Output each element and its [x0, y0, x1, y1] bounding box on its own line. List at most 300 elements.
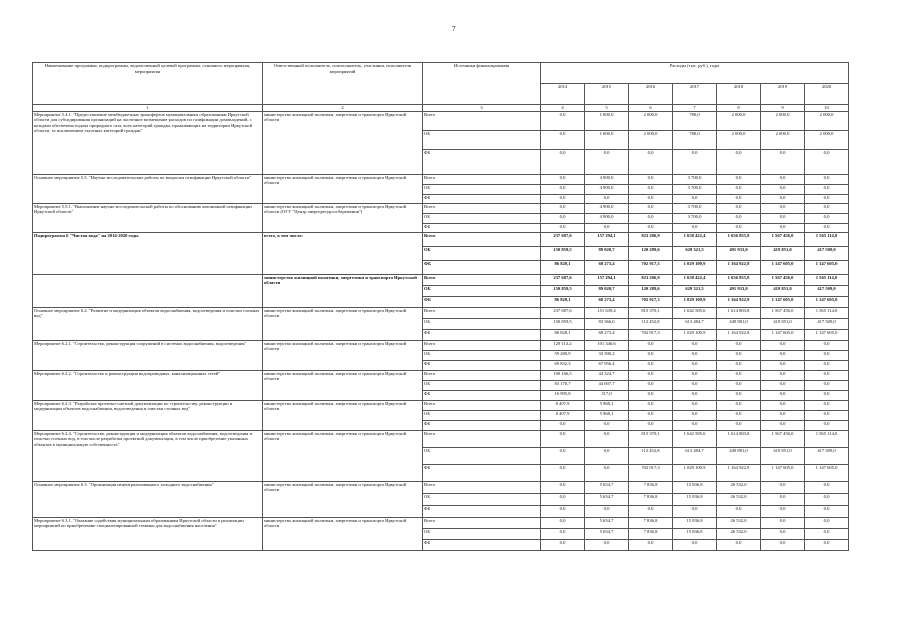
table-row	[33, 370, 849, 380]
amount-cell: 0,0	[585, 420, 629, 430]
amount-cell: 26 532,0	[717, 481, 761, 493]
amount-cell: 0,0	[541, 481, 585, 493]
amount-cell: 2 000,0	[717, 130, 761, 149]
amount-cell: 0,0	[541, 493, 585, 505]
executor-cell: министерство жилищной политики, энергетики и транспорта Иркутской области	[263, 174, 423, 203]
amount-cell: 0,0	[541, 464, 585, 481]
header-year: 2016	[629, 84, 673, 105]
column-number: 7	[673, 105, 717, 112]
funding-source-cell: ОБ	[423, 246, 541, 260]
amount-cell: 0,0	[761, 505, 805, 517]
program-name-cell: Подпрограмма 6 "Чистая вода" на 2014-2020 годы	[33, 232, 263, 274]
amount-cell: 0,0	[673, 390, 717, 400]
program-name-cell: Мероприятие 6.2.4. "Строительство, реконструкция и модернизация объектов водоснабжения, водоотведения и очистки сточных вод, в том числе разработка проектной документации, в том числе приобретение указанных объектов в муниципальную собственность"	[33, 430, 263, 481]
amount-cell: 3 700,0	[673, 184, 717, 194]
funding-source-cell: ОБ	[423, 528, 541, 539]
amount-cell: 0,0	[761, 481, 805, 493]
header-program-name: Наименование программы, подпрограммы, ведомственной целевой программы, основного мероприятия, мероприятия	[33, 63, 263, 105]
amount-cell: 89 020,7	[585, 285, 629, 296]
funding-source-cell: ФБ	[423, 296, 541, 307]
funding-source-cell: Всего	[423, 340, 541, 350]
funding-source-cell: ФБ	[423, 539, 541, 550]
amount-cell: 0,0	[541, 194, 585, 203]
amount-cell: 0,0	[673, 223, 717, 232]
amount-cell: 0,0	[585, 464, 629, 481]
amount-cell: 0,0	[541, 505, 585, 517]
amount-cell: 0,0	[673, 360, 717, 370]
amount-cell: 0,0	[629, 390, 673, 400]
amount-cell: 629 321,5	[673, 285, 717, 296]
amount-cell: 0,0	[629, 223, 673, 232]
amount-cell: 0,0	[585, 430, 629, 447]
amount-cell: 120 289,6	[629, 246, 673, 260]
funding-source-cell: Всего	[423, 203, 541, 213]
amount-cell: 8 407,9	[541, 410, 585, 420]
amount-cell: 0,0	[717, 370, 761, 380]
funding-source-cell: ФБ	[423, 329, 541, 340]
amount-cell: 1 658 422,4	[673, 232, 717, 246]
table-row	[33, 174, 849, 184]
amount-cell: 0,0	[805, 528, 849, 539]
table-row	[33, 203, 849, 213]
program-name-cell: Мероприятие 5.4.1. "Предоставление межбюджетных трансфертов муниципальным образованиям Иркутской области для субсидирования организаций на частичное возмещение расходов по газификации домовладений, с которым обеспечена подача природного газа, всех категорий граждан, проживающих на территории Иркутской области, за исключением льготных категорий граждан"	[33, 111, 263, 174]
amount-cell: 702 917,3	[629, 464, 673, 481]
table-row	[33, 274, 849, 285]
amount-cell: 0,0	[805, 340, 849, 350]
amount-cell: 44 007,7	[585, 380, 629, 390]
amount-cell: 68 273,4	[585, 329, 629, 340]
funding-source-cell: ОБ	[423, 213, 541, 223]
program-name-cell: Мероприятие 6.2.1. "Строительство, реконструкция сооружений в системах водоснабжения, водоотведения"	[33, 340, 263, 370]
amount-cell: 0,0	[805, 149, 849, 174]
executor-cell: министерство жилищной политики, энергетики и транспорта Иркутской области	[263, 340, 423, 370]
funding-source-cell: Всего	[423, 232, 541, 246]
header-year: 2019	[761, 84, 805, 105]
amount-cell: 0,0	[717, 350, 761, 360]
amount-cell: 5 968,1	[585, 400, 629, 410]
program-name-cell	[33, 274, 263, 307]
amount-cell: 0,0	[629, 420, 673, 430]
amount-cell: 3 700,0	[673, 213, 717, 223]
amount-cell: 1 567 456,0	[761, 430, 805, 447]
amount-cell: 1 642 585,6	[673, 430, 717, 447]
amount-cell: 0,0	[585, 223, 629, 232]
amount-cell: 120 289,6	[629, 285, 673, 296]
amount-cell: 419 851,0	[761, 318, 805, 329]
amount-cell: 0,0	[805, 420, 849, 430]
table-row	[33, 400, 849, 410]
amount-cell: 0,0	[761, 380, 805, 390]
amount-cell: 0,0	[541, 174, 585, 184]
amount-cell: 1 029 100,9	[673, 260, 717, 274]
executor-cell: министерство жилищной политики, энергетики и транспорта Иркутской области	[263, 430, 423, 481]
funding-source-cell: Всего	[423, 517, 541, 528]
amount-cell: 0,0	[717, 420, 761, 430]
funding-source-cell: Всего	[423, 111, 541, 130]
header-source: Источники финансирования	[423, 63, 541, 105]
program-name-cell: Основное мероприятие 6.3. "Организация нецентрализованного холодного водоснабжения"	[33, 481, 263, 517]
funding-source-cell: ФБ	[423, 360, 541, 370]
amount-cell: 1 000,0	[585, 130, 629, 149]
table-row	[33, 111, 849, 130]
funding-source-cell: ФБ	[423, 390, 541, 400]
amount-cell: 0,0	[629, 410, 673, 420]
amount-cell: 419 851,0	[761, 246, 805, 260]
funding-source-cell: ФБ	[423, 194, 541, 203]
amount-cell: 702 917,3	[629, 260, 673, 274]
amount-cell: 5 654,7	[585, 493, 629, 505]
amount-cell: 0,0	[761, 174, 805, 184]
amount-cell: 0,0	[541, 223, 585, 232]
amount-cell: 0,0	[541, 203, 585, 213]
amount-cell: 419 851,0	[761, 285, 805, 296]
amount-cell: 7 836,8	[629, 528, 673, 539]
funding-source-cell: ОБ	[423, 184, 541, 194]
amount-cell: 112 452,8	[629, 447, 673, 464]
amount-cell: 112 452,8	[629, 318, 673, 329]
amount-cell: 26 532,0	[717, 517, 761, 528]
amount-cell: 0,0	[541, 130, 585, 149]
executor-cell: всего, в том числе:	[263, 232, 423, 274]
amount-cell: 1 565 114,0	[805, 274, 849, 285]
amount-cell: 0,0	[629, 149, 673, 174]
amount-cell: 7 836,8	[629, 517, 673, 528]
amount-cell: 0,0	[673, 539, 717, 550]
amount-cell: 780,0	[673, 130, 717, 149]
amount-cell: 0,0	[717, 213, 761, 223]
amount-cell: 1 656 855,8	[717, 274, 761, 285]
amount-cell: 1 147 605,0	[805, 464, 849, 481]
column-number: 4	[541, 105, 585, 112]
amount-cell: 59 280,9	[541, 350, 585, 360]
amount-cell: 0,0	[717, 194, 761, 203]
funding-source-cell: ОБ	[423, 318, 541, 329]
amount-cell: 0,0	[717, 149, 761, 174]
amount-cell: 449 881,0	[717, 447, 761, 464]
amount-cell: 491 933,0	[717, 285, 761, 296]
amount-cell: 0,0	[629, 350, 673, 360]
column-number: 3	[423, 105, 541, 112]
amount-cell: 0,0	[805, 390, 849, 400]
amount-cell: 15 836,8	[673, 493, 717, 505]
funding-source-cell: ФБ	[423, 149, 541, 174]
executor-cell: министерство жилищной политики, энергетики и транспорта Иркутской области	[263, 111, 423, 174]
funding-source-cell: Всего	[423, 370, 541, 380]
amount-cell: 2 000,0	[761, 130, 805, 149]
amount-cell: 0,0	[541, 149, 585, 174]
amount-cell: 1 614 803,8	[717, 307, 761, 318]
amount-cell: 0,0	[717, 505, 761, 517]
amount-cell: 1 164 922,8	[717, 464, 761, 481]
funding-source-cell: Всего	[423, 481, 541, 493]
funding-source-cell: ОБ	[423, 130, 541, 149]
amount-cell: 1 656 855,8	[717, 232, 761, 246]
amount-cell: 0,0	[585, 149, 629, 174]
amount-cell: 0,0	[673, 505, 717, 517]
amount-cell: 0,0	[629, 539, 673, 550]
executor-cell: министерство жилищной политики, энергетики и транспорта Иркутской области	[263, 481, 423, 517]
amount-cell: 0,0	[717, 410, 761, 420]
amount-cell: 0,0	[629, 203, 673, 213]
amount-cell: 0,0	[673, 149, 717, 174]
amount-cell: 3 700,0	[673, 174, 717, 184]
amount-cell: 0,0	[761, 194, 805, 203]
amount-cell: 0,0	[717, 340, 761, 350]
amount-cell: 0,0	[541, 213, 585, 223]
amount-cell: 101 346,6	[585, 340, 629, 350]
funding-source-cell: Всего	[423, 274, 541, 285]
program-name-cell: Мероприятие 6.2.2. "Строительство и реконструкция водопроводных, канализационных сетей"	[33, 370, 263, 400]
funding-source-cell: Всего	[423, 430, 541, 447]
amount-cell: 129 113,2	[541, 340, 585, 350]
amount-cell: 0,0	[717, 223, 761, 232]
amount-cell: 0,0	[761, 400, 805, 410]
amount-cell: 1 147 605,0	[761, 329, 805, 340]
executor-cell: министерство жилищной политики, энергетики и транспорта Иркутской области	[263, 517, 423, 550]
amount-cell: 15 836,8	[673, 517, 717, 528]
amount-cell: 1 567 456,0	[761, 274, 805, 285]
column-number: 10	[805, 105, 849, 112]
amount-cell: 4 900,0	[585, 184, 629, 194]
page-number: 7	[452, 25, 456, 33]
amount-cell: 4 900,0	[585, 213, 629, 223]
executor-cell: министерство жилищной политики, энергетики и транспорта Иркутской области	[263, 370, 423, 400]
amount-cell: 0,0	[585, 505, 629, 517]
amount-cell: 419 851,0	[761, 447, 805, 464]
amount-cell: 0,0	[717, 400, 761, 410]
amount-cell: 0,0	[673, 350, 717, 360]
amount-cell: 491 933,0	[717, 246, 761, 260]
amount-cell: 0,0	[541, 447, 585, 464]
header-year: 2014	[541, 84, 585, 105]
amount-cell: 0,0	[761, 223, 805, 232]
amount-cell: 0,0	[761, 360, 805, 370]
amount-cell: 0,0	[761, 184, 805, 194]
amount-cell: 1 000,0	[585, 111, 629, 130]
amount-cell: 0,0	[805, 370, 849, 380]
amount-cell: 15 836,8	[673, 481, 717, 493]
amount-cell: 0,0	[717, 174, 761, 184]
amount-cell: 0,0	[805, 174, 849, 184]
amount-cell: 151 639,4	[585, 307, 629, 318]
amount-cell: 0,0	[805, 223, 849, 232]
amount-cell: 0,0	[629, 400, 673, 410]
amount-cell: 0,0	[629, 360, 673, 370]
amount-cell: 0,0	[761, 350, 805, 360]
amount-cell: 0,0	[717, 203, 761, 213]
amount-cell: 2 000,0	[629, 130, 673, 149]
table-row	[33, 307, 849, 318]
amount-cell: 1 147 605,0	[761, 260, 805, 274]
amount-cell: 1 642 585,6	[673, 307, 717, 318]
amount-cell: 1 565 114,0	[805, 430, 849, 447]
executor-cell: министерство жилищной политики, энергетики и транспорта Иркутской области	[263, 400, 423, 430]
amount-cell: 0,0	[805, 400, 849, 410]
amount-cell: 0,0	[761, 390, 805, 400]
amount-cell: 0,0	[805, 517, 849, 528]
amount-cell: 815 370,1	[629, 307, 673, 318]
amount-cell: 1 147 605,0	[805, 296, 849, 307]
amount-cell: 237 687,6	[541, 232, 585, 246]
amount-cell: 0,0	[805, 360, 849, 370]
amount-cell: 44 324,7	[585, 370, 629, 380]
table-row	[33, 481, 849, 493]
amount-cell: 0,0	[629, 194, 673, 203]
amount-cell: 0,0	[629, 380, 673, 390]
amount-cell: 0,0	[761, 528, 805, 539]
amount-cell: 5 654,7	[585, 481, 629, 493]
column-number: 1	[33, 105, 263, 112]
amount-cell: 1 565 114,0	[805, 307, 849, 318]
amount-cell: 0,0	[805, 213, 849, 223]
header-expenses: Расходы (тыс. руб.), годы	[541, 63, 849, 84]
executor-cell: министерство жилищной политики, энергетики и транспорта Иркутской области (ОГУ "Центр энергоресурсосбережения")	[263, 203, 423, 232]
amount-cell: 0,0	[541, 111, 585, 130]
amount-cell: 4 900,0	[585, 203, 629, 213]
financing-table	[32, 62, 849, 551]
header-year: 2015	[585, 84, 629, 105]
amount-cell: 5 654,7	[585, 528, 629, 539]
amount-cell: 15 836,8	[673, 528, 717, 539]
amount-cell: 0,0	[761, 340, 805, 350]
amount-cell: 0,0	[761, 493, 805, 505]
header-year: 2018	[717, 84, 761, 105]
amount-cell: 0,0	[805, 350, 849, 360]
amount-cell: 0,0	[629, 340, 673, 350]
amount-cell: 780,0	[673, 111, 717, 130]
amount-cell: 0,0	[761, 149, 805, 174]
amount-cell: 68 273,4	[585, 260, 629, 274]
amount-cell: 0,0	[673, 340, 717, 350]
amount-cell: 68 273,4	[585, 296, 629, 307]
amount-cell: 2 000,0	[805, 111, 849, 130]
amount-cell: 317,0	[585, 390, 629, 400]
amount-cell: 150 859,5	[541, 318, 585, 329]
amount-cell: 0,0	[585, 194, 629, 203]
amount-cell: 237 687,6	[541, 307, 585, 318]
amount-cell: 702 917,3	[629, 329, 673, 340]
amount-cell: 1 567 456,0	[761, 307, 805, 318]
funding-source-cell: ОБ	[423, 493, 541, 505]
amount-cell: 417 509,0	[805, 285, 849, 296]
amount-cell: 4 900,0	[585, 174, 629, 184]
table-row	[33, 340, 849, 350]
amount-cell: 1 164 922,8	[717, 260, 761, 274]
header-executor: Ответственный исполнитель, соисполнитель, участники, исполнители мероприятий	[263, 63, 423, 105]
amount-cell: 0,0	[805, 184, 849, 194]
amount-cell: 0,0	[673, 410, 717, 420]
funding-source-cell: ФБ	[423, 464, 541, 481]
amount-cell: 0,0	[541, 528, 585, 539]
column-number: 9	[761, 105, 805, 112]
amount-cell: 1 147 605,0	[761, 464, 805, 481]
amount-cell: 86 828,1	[541, 260, 585, 274]
amount-cell: 150 859,5	[541, 285, 585, 296]
amount-cell: 815 370,1	[629, 430, 673, 447]
funding-source-cell: ФБ	[423, 505, 541, 517]
amount-cell: 0,0	[805, 493, 849, 505]
amount-cell: 0,0	[761, 203, 805, 213]
amount-cell: 1 029 100,9	[673, 296, 717, 307]
column-number: 5	[585, 105, 629, 112]
amount-cell: 0,0	[541, 517, 585, 528]
amount-cell: 83 170,7	[541, 380, 585, 390]
amount-cell: 1 147 605,0	[805, 329, 849, 340]
amount-cell: 0,0	[717, 184, 761, 194]
amount-cell: 0,0	[541, 184, 585, 194]
amount-cell: 0,0	[761, 213, 805, 223]
amount-cell: 0,0	[541, 539, 585, 550]
amount-cell: 7 836,8	[629, 493, 673, 505]
amount-cell: 0,0	[585, 539, 629, 550]
amount-cell: 1 029 100,9	[673, 329, 717, 340]
executor-cell: министерство жилищной политики, энергетики и транспорта Иркутской области	[263, 274, 423, 307]
amount-cell: 0,0	[761, 539, 805, 550]
amount-cell: 83 366,0	[585, 318, 629, 329]
amount-cell: 16 995,8	[541, 390, 585, 400]
funding-source-cell: ОБ	[423, 380, 541, 390]
amount-cell: 1 164 922,8	[717, 329, 761, 340]
amount-cell: 0,0	[761, 420, 805, 430]
amount-cell: 613 484,7	[673, 318, 717, 329]
program-name-cell: Основное мероприятие 6.2. "Развитие и модернизация объектов водоснабжения, водоотведения и очистки сточных вод"	[33, 307, 263, 340]
amount-cell: 0,0	[805, 410, 849, 420]
executor-cell: министерство жилищной политики, энергетики и транспорта Иркутской области	[263, 307, 423, 340]
amount-cell: 2 000,0	[629, 111, 673, 130]
header-year: 2020	[805, 84, 849, 105]
amount-cell: 26 532,0	[717, 493, 761, 505]
amount-cell: 157 294,1	[585, 274, 629, 285]
amount-cell: 0,0	[717, 360, 761, 370]
amount-cell: 100 166,5	[541, 370, 585, 380]
program-name-cell: Мероприятие 6.3.1. "Оказание содействия муниципальным образованиям Иркутской области в реализации мероприятий по приобретению специализированной техники для водоснабжения населения"	[33, 517, 263, 550]
funding-source-cell: ОБ	[423, 285, 541, 296]
amount-cell: 2 000,0	[761, 111, 805, 130]
amount-cell: 26 532,0	[717, 528, 761, 539]
amount-cell: 0,0	[673, 380, 717, 390]
amount-cell: 823 206,9	[629, 232, 673, 246]
program-name-cell: Основное мероприятие 5.5. "Научно-исследовательские работы по вопросам газификации Иркутской области"	[33, 174, 263, 203]
amount-cell: 1 147 605,0	[805, 260, 849, 274]
column-number: 2	[263, 105, 423, 112]
amount-cell: 0,0	[761, 517, 805, 528]
amount-cell: 0,0	[805, 481, 849, 493]
amount-cell: 0,0	[541, 430, 585, 447]
amount-cell: 0,0	[717, 539, 761, 550]
amount-cell: 0,0	[673, 400, 717, 410]
amount-cell: 0,0	[673, 420, 717, 430]
funding-source-cell: Всего	[423, 174, 541, 184]
amount-cell: 0,0	[629, 370, 673, 380]
funding-source-cell: ОБ	[423, 350, 541, 360]
amount-cell: 1 029 100,9	[673, 464, 717, 481]
amount-cell: 823 206,9	[629, 274, 673, 285]
amount-cell: 0,0	[629, 184, 673, 194]
table-row	[33, 232, 849, 246]
program-name-cell: Мероприятие 6.2.3. "Разработка проектно-сметной документации по строительству, реконструкции и модернизации объектов водоснабжения, водоотведения и очистки сточных вод"	[33, 400, 263, 430]
amount-cell: 0,0	[629, 213, 673, 223]
amount-cell: 417 509,0	[805, 246, 849, 260]
amount-cell: 86 828,1	[541, 329, 585, 340]
funding-source-cell: Всего	[423, 307, 541, 318]
amount-cell: 2 000,0	[805, 130, 849, 149]
amount-cell: 67 956,4	[585, 360, 629, 370]
header-year: 2017	[673, 84, 717, 105]
funding-source-cell: ОБ	[423, 410, 541, 420]
amount-cell: 1 658 422,4	[673, 274, 717, 285]
amount-cell: 1 614 803,8	[717, 430, 761, 447]
amount-cell: 0,0	[541, 420, 585, 430]
